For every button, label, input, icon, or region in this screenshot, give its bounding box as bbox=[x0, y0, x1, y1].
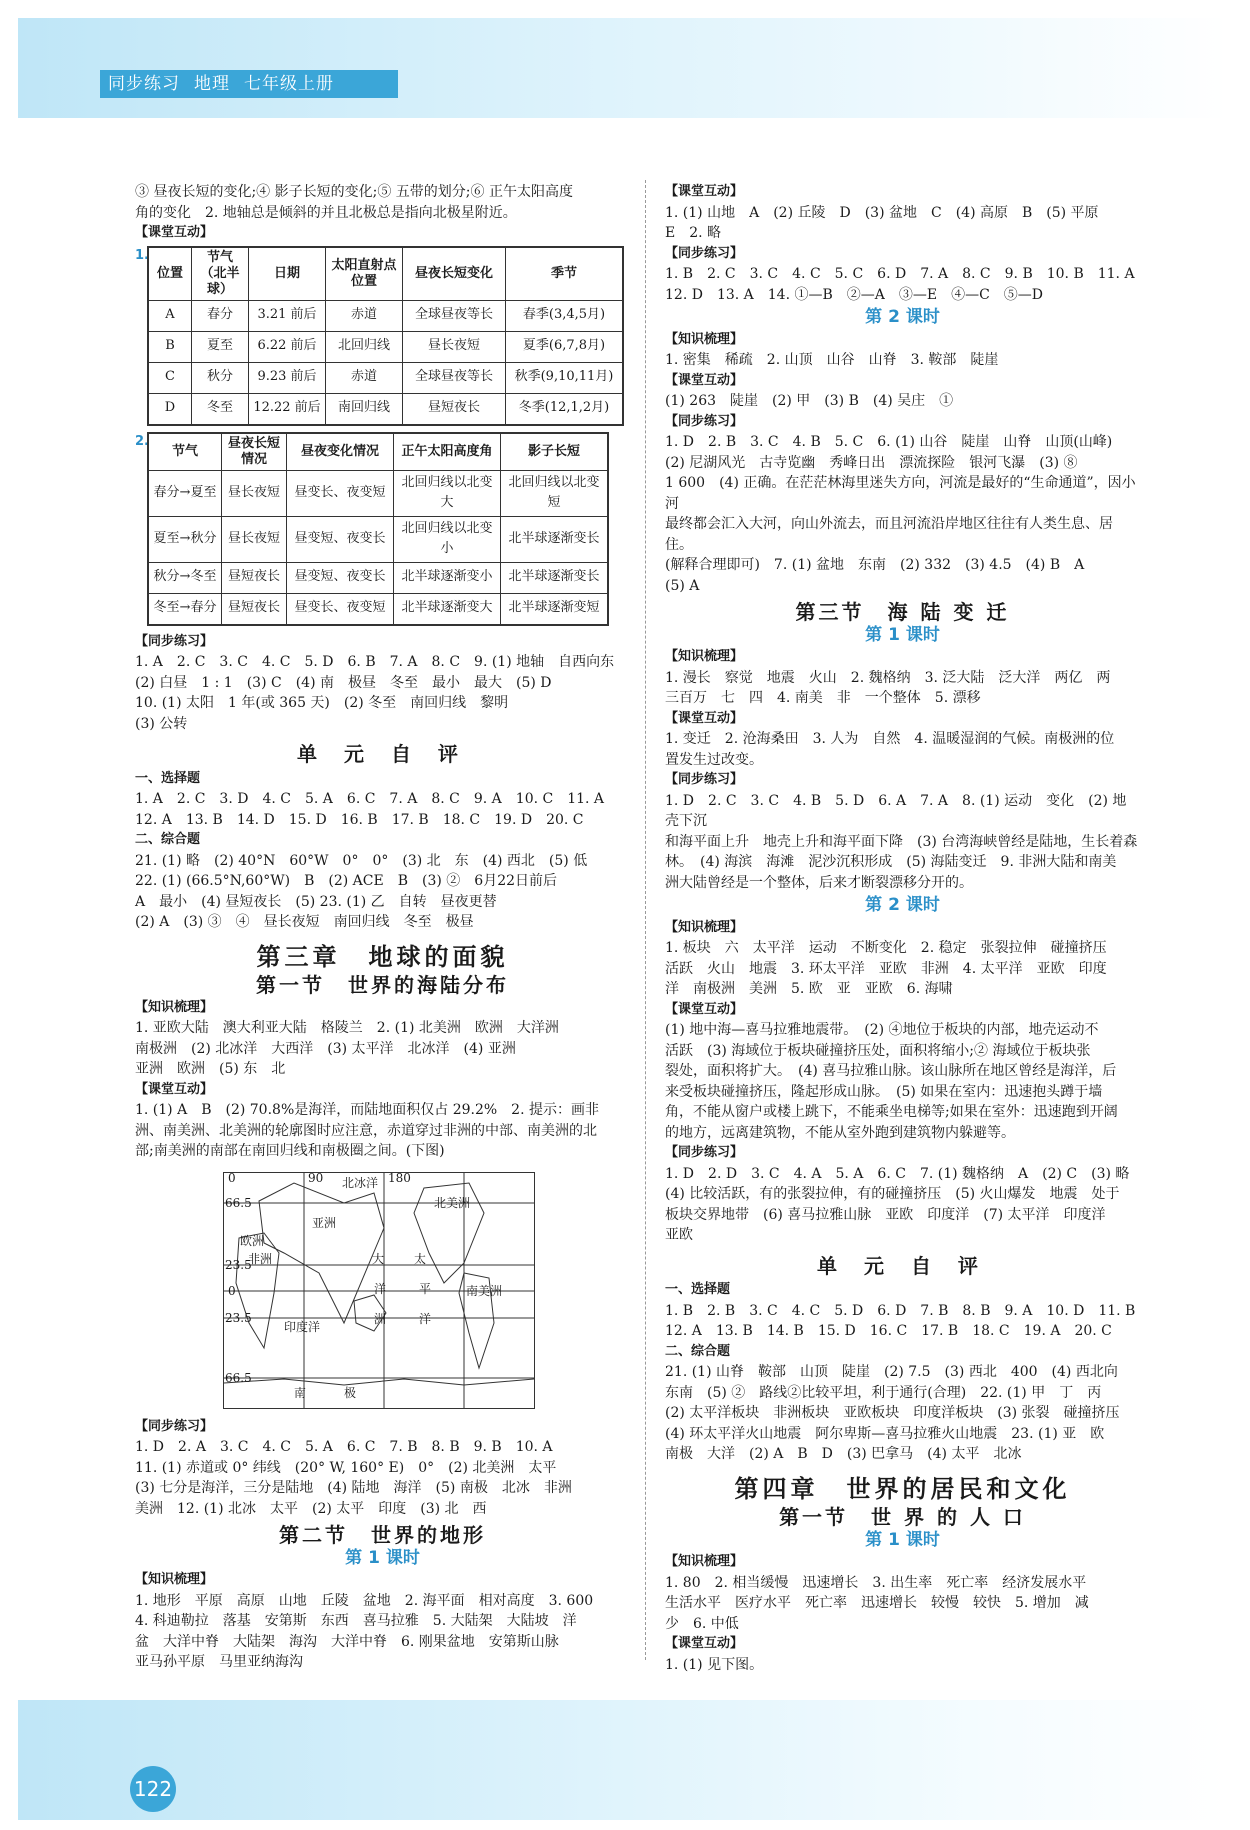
table-cell: 6.22 前后 bbox=[249, 331, 326, 362]
text-line: 1. A 2. C 3. C 4. C 5. D 6. B 7. A 8. C 9. (1) 地轴 自西向东 bbox=[135, 654, 615, 670]
section-title: 第三节 海 陆 变 迁 bbox=[795, 600, 1010, 624]
section-label: 【课堂互动】 bbox=[665, 1636, 744, 1651]
text-line: 1. A 2. C 3. D 4. C 5. A 6. C 7. A 8. C 9. A 10. C 11. A bbox=[135, 791, 605, 807]
text-line: 1. B 2. C 3. C 4. C 5. C 6. D 7. A 8. C 9. B 10. B 11. A bbox=[665, 266, 1135, 282]
table-cell: 北回归线以北变小 bbox=[394, 516, 501, 562]
table-cell: 春季(3,4,5月) bbox=[506, 300, 624, 331]
text-line: 1. D 2. A 3. C 4. C 5. A 6. C 7. B 8. B 9. B 10. A bbox=[135, 1439, 553, 1455]
map-label: 洋 bbox=[419, 1311, 432, 1326]
map-label: 平 bbox=[419, 1281, 432, 1296]
table-cell: 12.22 前后 bbox=[249, 393, 326, 425]
map-label: 太 bbox=[414, 1251, 427, 1266]
text-line: 角的变化 2. 地轴总是倾斜的并且北极总是指向北极星附近。 bbox=[135, 204, 517, 221]
section-label: 【知识梳理】 bbox=[665, 331, 744, 347]
table-row bbox=[148, 593, 608, 625]
header-item: 同步练习 bbox=[108, 74, 180, 94]
lesson-title: 第 2 课时 bbox=[865, 307, 940, 327]
footer-band bbox=[18, 1700, 1228, 1820]
section-label: 【知识梳理】 bbox=[665, 919, 744, 935]
table1-wrap bbox=[135, 246, 630, 426]
text-line: 板块交界地带 (6) 喜马拉雅山脉 亚欧 印度洋 (7) 太平洋 印度洋 bbox=[665, 1206, 1106, 1223]
table-cell: 夏至→秋分 bbox=[148, 516, 222, 562]
map-label: 欧洲 bbox=[240, 1233, 265, 1248]
table-cell: 春分 bbox=[192, 300, 249, 331]
map-label: 印度洋 bbox=[284, 1319, 321, 1334]
table-cell: 昼变长、夜变短 bbox=[287, 470, 394, 516]
table-cell: D bbox=[148, 393, 192, 425]
table-cell: 北半球逐渐变长 bbox=[501, 516, 609, 562]
table-cell: 北半球逐渐变短 bbox=[501, 593, 609, 625]
table-number: 1. bbox=[135, 247, 149, 263]
header-label bbox=[100, 70, 398, 98]
text-line: 亚马孙平原 马里亚纳海沟 bbox=[135, 1654, 303, 1670]
table-cell: 昼长夜短 bbox=[403, 331, 506, 362]
table-cell: 南回归线 bbox=[326, 393, 403, 425]
table-cell: 北半球逐渐变大 bbox=[394, 593, 501, 625]
table-header: 昼夜变化情况 bbox=[287, 433, 394, 471]
table-cell: 昼变短、夜变长 bbox=[287, 516, 394, 562]
text-line: 1. B 2. B 3. C 4. C 5. D 6. D 7. B 8. B 9. A 10. D 11. B bbox=[665, 1302, 1136, 1319]
table-header: 太阳直射点位置 bbox=[326, 247, 403, 301]
text-line: ③ 昼夜长短的变化;④ 影子长短的变化;⑤ 五带的划分;⑥ 正午太阳高度 bbox=[135, 184, 573, 200]
text-line: 角，不能从窗户或楼上跳下，不能乘坐电梯等;如果在室外：迅速跑到开阔 bbox=[665, 1104, 1118, 1120]
table-cell: 全球昼夜等长 bbox=[403, 362, 506, 393]
table-cell: 冬至 bbox=[192, 393, 249, 425]
text-line: (5) A bbox=[665, 577, 700, 594]
map-lon-label: 180 bbox=[388, 1170, 411, 1185]
map-lat-label: 66.5 bbox=[225, 1370, 252, 1385]
table-header: 日期 bbox=[249, 247, 326, 301]
text-line: (4) 比较活跃，有的张裂拉伸，有的碰撞挤压 (5) 火山爆发 地震 处于 bbox=[665, 1186, 1120, 1202]
map-label: 北美洲 bbox=[434, 1195, 471, 1210]
section-label: 【课堂互动】 bbox=[665, 710, 744, 726]
table-row bbox=[148, 393, 623, 425]
text-line: 置发生过改变。 bbox=[665, 751, 763, 768]
section-label: 【同步练习】 bbox=[135, 633, 214, 649]
table-header: 正午太阳高度角 bbox=[394, 433, 501, 471]
table-cell: 北回归线以北变大 bbox=[394, 470, 501, 516]
lesson-title: 第 1 课时 bbox=[345, 1547, 420, 1568]
section-label: 【课堂互动】 bbox=[135, 225, 214, 240]
section-label: 二、综合题 bbox=[135, 832, 201, 847]
table-header: 影子长短 bbox=[501, 433, 609, 471]
solar-term-table bbox=[147, 432, 609, 626]
unit-review-title: 单 元 自 评 bbox=[817, 1253, 988, 1278]
chapter-title: 第四章 世界的居民和文化 bbox=[734, 1474, 1071, 1503]
text-line: 美洲 12. (1) 北冰 太平 (2) 太平 印度 (3) 北 西 bbox=[135, 1500, 487, 1517]
section-label: 【知识梳理】 bbox=[135, 999, 214, 1015]
text-line: 22. (1) (66.5°N,60°W) B (2) ACE B (3) ② 6月22日前后 bbox=[135, 873, 558, 889]
text-line: 部;南美洲的南部在南回归线和南极圈之间。(下图) bbox=[135, 1143, 445, 1159]
table-cell: 冬至→春分 bbox=[148, 593, 222, 625]
text-line: (2) A (3) ③ ④ 昼长夜短 南回归线 冬至 极昼 bbox=[135, 914, 474, 930]
text-line: 12. A 13. B 14. B 15. D 16. C 17. B 18. C 19. A 20. C bbox=[665, 1323, 1112, 1339]
map-label: 极 bbox=[344, 1385, 357, 1400]
text-line: (3) 公转 bbox=[135, 715, 188, 732]
column-divider bbox=[645, 180, 646, 1660]
table-cell: 北回归线以北变短 bbox=[501, 470, 609, 516]
table-cell: 昼变短、夜变长 bbox=[287, 562, 394, 593]
text-line: 三百万 七 四 4. 南美 非 一个整体 5. 漂移 bbox=[665, 690, 981, 706]
table-cell: 昼短夜长 bbox=[403, 393, 506, 425]
table-cell: 3.21 前后 bbox=[249, 300, 326, 331]
table-header: 季节 bbox=[506, 247, 624, 301]
text-line: 裂处，面积将扩大。 (4) 喜马拉雅山脉。该山脉所在地区曾经是海洋，后 bbox=[665, 1063, 1117, 1079]
text-line: 少 6. 中低 bbox=[665, 1615, 739, 1632]
section-label: 【同步练习】 bbox=[665, 245, 744, 261]
table-cell: 赤道 bbox=[326, 362, 403, 393]
lesson-title: 第 2 课时 bbox=[865, 895, 940, 915]
table-row bbox=[148, 300, 623, 331]
text-line: 的地方，远离建筑物，不能从室外跑到建筑物内躲避等。 bbox=[665, 1124, 1015, 1141]
table-cell: C bbox=[148, 362, 192, 393]
table-cell: 9.23 前后 bbox=[249, 362, 326, 393]
text-line: 1. (1) A B (2) 70.8%是海洋，而陆地面积仅占 29.2% 2. 提示：画非 bbox=[135, 1102, 599, 1118]
text-line: 盆 大洋中脊 大陆架 海沟 大洋中脊 6. 刚果盆地 安第斯山脉 bbox=[135, 1633, 559, 1650]
section-label: 【课堂互动】 bbox=[665, 1001, 744, 1017]
map-label: 亚洲 bbox=[312, 1215, 337, 1230]
map-label: 洋 bbox=[374, 1281, 387, 1296]
section-title: 第二节 世界的地形 bbox=[279, 1523, 486, 1547]
table-cell: 昼变长、夜变短 bbox=[287, 593, 394, 625]
table-cell: 秋分 bbox=[192, 362, 249, 393]
lesson-title: 第 1 课时 bbox=[865, 624, 940, 645]
table-cell: 冬季(12,1,2月) bbox=[506, 393, 624, 425]
section-label: 【课堂互动】 bbox=[665, 372, 744, 388]
text-line: 1. 密集 稀疏 2. 山顶 山谷 山脊 3. 鞍部 陡崖 bbox=[665, 352, 999, 368]
table-row bbox=[148, 470, 608, 516]
text-line: 洋 南极洲 美洲 5. 欧 亚 亚欧 6. 海啸 bbox=[665, 981, 953, 997]
table-cell: B bbox=[148, 331, 192, 362]
header-item: 七年级上册 bbox=[244, 74, 334, 94]
text-line: 亚洲 欧洲 (5) 东 北 bbox=[135, 1061, 286, 1077]
text-line: (3) 七分是海洋，三分是陆地 (4) 陆地 海洋 (5) 南极 北冰 非洲 bbox=[135, 1480, 572, 1496]
map-label: 北冰洋 bbox=[342, 1175, 379, 1190]
text-line: 洲大陆曾经是一个整体，后来才断裂漂移分开的。 bbox=[665, 874, 973, 891]
table-cell: 北半球逐渐变小 bbox=[394, 562, 501, 593]
map-label: 大 bbox=[372, 1251, 385, 1266]
text-line: 和海平面上升 地壳上升和海平面下降 (3) 台湾海峡曾经是陆地，生长着森 bbox=[665, 833, 1138, 850]
table-cell: 昼短夜长 bbox=[222, 562, 287, 593]
map-label: 非洲 bbox=[248, 1251, 273, 1266]
table-cell: 春分→夏至 bbox=[148, 470, 222, 516]
text-line: 4. 科迪勒拉 落基 安第斯 东西 喜马拉雅 5. 大陆架 大陆坡 洋 bbox=[135, 1613, 577, 1629]
text-line: (2) 白昼 1 : 1 (3) C (4) 南 极昼 冬至 最小 最大 (5) D bbox=[135, 674, 552, 691]
text-line: (2) 尼湖风光 古寺览幽 秀峰日出 漂流探险 银河飞瀑 (3) ⑧ bbox=[665, 454, 1078, 471]
section-label: 【课堂互动】 bbox=[665, 184, 744, 199]
map-lon-label: 90 bbox=[308, 1170, 324, 1185]
text-line: 1. 80 2. 相当缓慢 迅速增长 3. 出生率 死亡率 经济发展水平 bbox=[665, 1574, 1087, 1591]
text-line: 南极洲 (2) 北冰洋 大西洋 (3) 太平洋 北冰洋 (4) 亚洲 bbox=[135, 1040, 516, 1057]
table-cell: 昼短夜长 bbox=[222, 593, 287, 625]
section-label: 【同步练习】 bbox=[665, 1145, 744, 1160]
table-cell: 全球昼夜等长 bbox=[403, 300, 506, 331]
table-cell: 昼长夜短 bbox=[222, 516, 287, 562]
section-label: 一、选择题 bbox=[665, 1282, 731, 1297]
map-lat-label: 23.5 bbox=[225, 1310, 252, 1325]
right-column bbox=[665, 182, 1140, 1675]
text-line: 1. 亚欧大陆 澳大利亚大陆 格陵兰 2. (1) 北美洲 欧洲 大洋洲 bbox=[135, 1020, 559, 1036]
text-line: 1 600 (4) 正确。在茫茫林海里迷失方向，河流是最好的“生命通道”，因小河 bbox=[665, 475, 1136, 512]
table-header: 节气（北半球） bbox=[192, 247, 249, 301]
text-line: 最终都会汇入大河，向山外流去，而且河流沿岸地区往往有人类生息、居住。 bbox=[665, 516, 1113, 553]
text-line: 活跃 火山 地震 3. 环太平洋 亚欧 非洲 4. 太平洋 亚欧 印度 bbox=[665, 960, 1107, 977]
text-line: 1. 板块 六 太平洋 运动 不断变化 2. 稳定 张裂拉伸 碰撞挤压 bbox=[665, 940, 1107, 956]
text-line: (2) 太平洋板块 非洲板块 亚欧板块 印度洋板块 (3) 张裂 碰撞挤压 bbox=[665, 1405, 1120, 1421]
text-line: (解释合理即可) 7. (1) 盆地 东南 (2) 332 (3) 4.5 (4) B A bbox=[665, 557, 1085, 573]
table-row bbox=[148, 562, 608, 593]
text-line: 活跃 (3) 海域位于板块碰撞挤压处，面积将缩小;② 海域位于板块张 bbox=[665, 1042, 1091, 1059]
left-column bbox=[135, 182, 630, 1673]
map-lat-label: 66.5 bbox=[225, 1195, 252, 1210]
text-line: 10. (1) 太阳 1 年(或 365 天) (2) 冬至 南回归线 黎明 bbox=[135, 695, 509, 711]
table2-wrap bbox=[135, 432, 630, 626]
text-line: E 2. 略 bbox=[665, 225, 722, 241]
text-line: (4) 环太平洋火山地震 阿尔卑斯—喜马拉雅火山地震 23. (1) 亚 欧 bbox=[665, 1425, 1105, 1442]
table-header: 位置 bbox=[148, 247, 192, 301]
text-line: 亚欧 bbox=[665, 1227, 693, 1243]
text-line: 1. 漫长 察觉 地震 火山 2. 魏格纳 3. 泛大陆 泛大洋 两亿 两 bbox=[665, 669, 1111, 686]
header-item: 地理 bbox=[194, 74, 230, 94]
text-line: 12. A 13. B 14. D 15. D 16. B 17. B 18. C 19. D 20. C bbox=[135, 811, 584, 828]
text-line: 生活水平 医疗水平 死亡率 迅速增长 较慢 较快 5. 增加 减 bbox=[665, 1595, 1089, 1611]
text-line: 1. 地形 平原 高原 山地 丘陵 盆地 2. 海平面 相对高度 3. 600 bbox=[135, 1592, 594, 1609]
table-cell: 北半球逐渐变长 bbox=[501, 562, 609, 593]
map-label: 洲 bbox=[374, 1311, 387, 1326]
map-label: 南 bbox=[294, 1385, 307, 1400]
text-line: (1) 地中海—喜马拉雅地震带。 (2) ④地位于板块的内部，地壳运动不 bbox=[665, 1022, 1099, 1038]
table-cell: 夏至 bbox=[192, 331, 249, 362]
section-label: 二、综合题 bbox=[665, 1343, 731, 1359]
table-cell: 北回归线 bbox=[326, 331, 403, 362]
world-sketch-map bbox=[223, 1172, 535, 1409]
header-band bbox=[18, 18, 1228, 118]
text-line: 林。 (4) 海滨 海滩 泥沙沉积形成 (5) 海陆变迁 9. 非洲大陆和南美 bbox=[665, 854, 1117, 870]
table-cell: A bbox=[148, 300, 192, 331]
chapter-title: 第三章 地球的面貌 bbox=[256, 942, 509, 971]
text-line: 21. (1) 山脊 鞍部 山顶 陡崖 (2) 7.5 (3) 西北 400 (4) 西北向 bbox=[665, 1364, 1118, 1380]
section-label: 【同步练习】 bbox=[135, 1418, 214, 1434]
section-label: 【知识梳理】 bbox=[665, 649, 744, 664]
text-line: 1. D 2. D 3. C 4. A 5. A 6. C 7. (1) 魏格纳 A (2) C (3) 略 bbox=[665, 1165, 1130, 1182]
table-header: 昼夜长短情况 bbox=[222, 433, 287, 471]
text-line: 1. D 2. C 3. C 4. B 5. D 6. A 7. A 8. (1) 运动 变化 (2) 地壳下沉 bbox=[665, 792, 1127, 829]
text-line: A 最小 (4) 昼短夜长 (5) 23. (1) 乙 自转 昼夜更替 bbox=[135, 893, 497, 910]
table-cell: 赤道 bbox=[326, 300, 403, 331]
section-label: 【知识梳理】 bbox=[135, 1572, 214, 1587]
season-table bbox=[147, 246, 624, 426]
map-lat-label: 23.5 bbox=[225, 1257, 252, 1272]
section-label: 【知识梳理】 bbox=[665, 1554, 744, 1569]
map-lon-label: 0 bbox=[228, 1170, 236, 1185]
section-label: 一、选择题 bbox=[135, 770, 201, 786]
section-label: 【同步练习】 bbox=[665, 413, 744, 429]
text-line: 1. (1) 山地 A (2) 丘陵 D (3) 盆地 C (4) 高原 B (5) 平原 bbox=[665, 204, 1099, 221]
text-line: 21. (1) 略 (2) 40°N 60°W 0° 0° (3) 北 东 (4) 西北 (5) 低 bbox=[135, 852, 588, 869]
table-header: 节气 bbox=[148, 433, 222, 471]
text-line: 南极 大洋 (2) A B D (3) 巴拿马 (4) 太平 北冰 bbox=[665, 1446, 1022, 1462]
lesson-title: 第 1 课时 bbox=[865, 1529, 940, 1550]
text-line: 东南 (5) ② 路线②比较平坦，利于通行(合理) 22. (1) 甲 丁 丙 bbox=[665, 1384, 1102, 1401]
table-row bbox=[148, 362, 623, 393]
text-line: (1) 263 陡崖 (2) 甲 (3) B (4) 吴庄 ① bbox=[665, 393, 954, 409]
table-cell: 秋季(9,10,11月) bbox=[506, 362, 624, 393]
table-cell: 夏季(6,7,8月) bbox=[506, 331, 624, 362]
text-line: 1. 变迁 2. 沧海桑田 3. 人为 自然 4. 温暖湿润的气候。南极洲的位 bbox=[665, 731, 1115, 747]
text-line: 洲、南美洲、北美洲的轮廓图时应注意，赤道穿过非洲的中部、南美洲的北 bbox=[135, 1122, 597, 1139]
table-number: 2. bbox=[135, 433, 149, 449]
table-cell: 秋分→冬至 bbox=[148, 562, 222, 593]
text-line: 11. (1) 赤道或 0° 纬线 (20° W, 160° E) 0° (2) 北美洲 太平 bbox=[135, 1459, 557, 1476]
section-label: 【同步练习】 bbox=[665, 772, 744, 787]
table-row bbox=[148, 331, 623, 362]
section-label: 【课堂互动】 bbox=[135, 1081, 214, 1097]
table-header: 昼夜长短变化 bbox=[403, 247, 506, 301]
section-title: 第一节 世 界 的 人 口 bbox=[779, 1505, 1026, 1529]
text-line: 12. D 13. A 14. ①—B ②—A ③—E ④—C ⑤—D bbox=[665, 286, 1044, 303]
section-title: 第一节 世界的海陆分布 bbox=[256, 973, 509, 997]
text-line: 1. D 2. B 3. C 4. B 5. C 6. (1) 山谷 陡崖 山脊 山顶(山峰) bbox=[665, 434, 1113, 450]
text-line: 来受板块碰撞挤压，隆起形成山脉。 (5) 如果在室内：迅速抱头蹲于墙 bbox=[665, 1083, 1103, 1100]
text-line: 1. (1) 见下图。 bbox=[665, 1656, 764, 1673]
table-cell: 昼长夜短 bbox=[222, 470, 287, 516]
map-label: 南美洲 bbox=[466, 1283, 503, 1298]
page-number: 122 bbox=[130, 1766, 176, 1812]
map-lat-label: 0 bbox=[228, 1283, 236, 1298]
unit-review-title: 单 元 自 评 bbox=[297, 742, 468, 766]
table-row bbox=[148, 516, 608, 562]
